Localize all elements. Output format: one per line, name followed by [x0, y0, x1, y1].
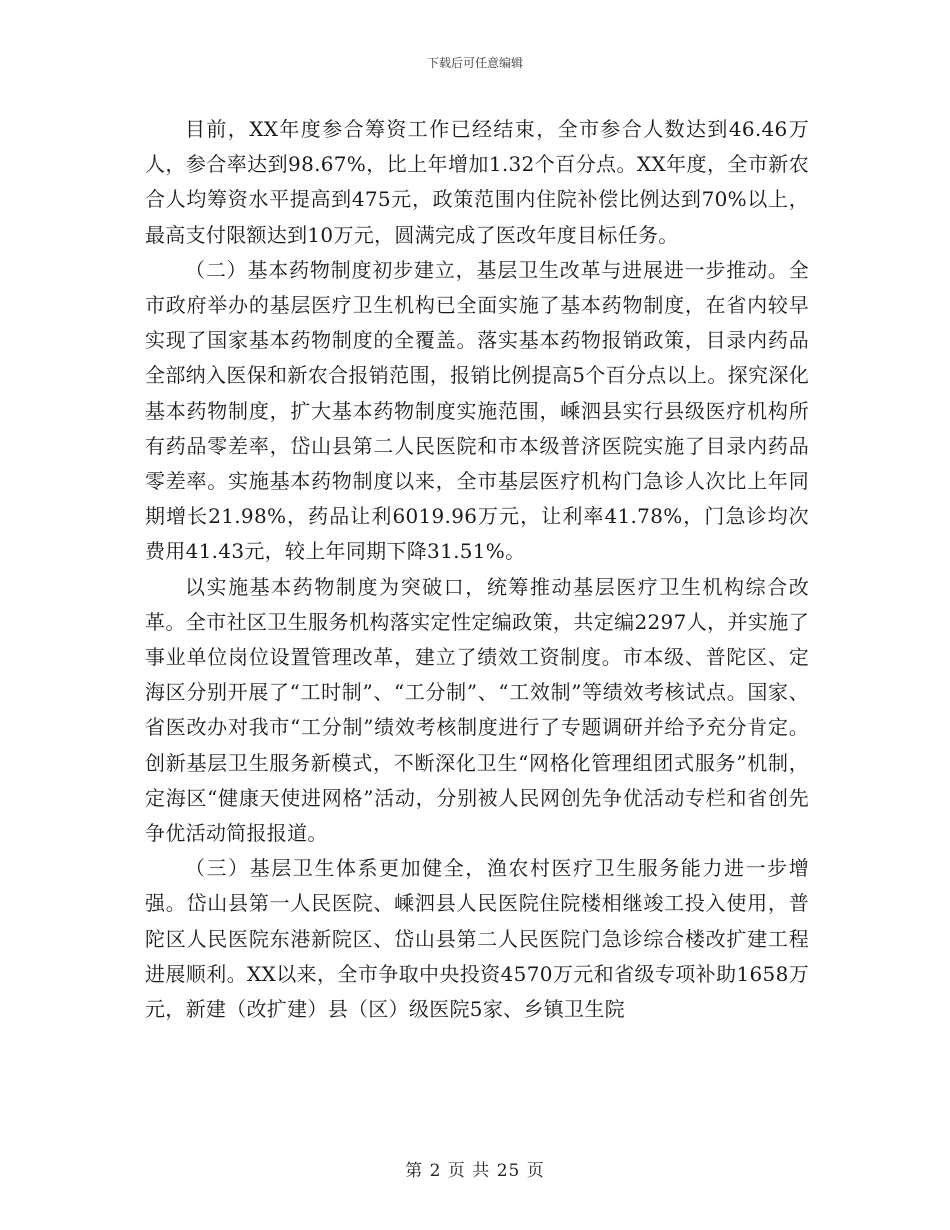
paragraph-3: 以实施基本药物制度为突破口，统筹推动基层医疗卫生机构综合改革。全市社区卫生服务机构落实定性定编政策，共定编2297人，并实施了事业单位岗位设置管理改革，建立了绩效工资制度。市本级、普陀区、定海区分别开展了“工时制”、“工分制”、“工效制”等绩效考核试点。国家、省医改办对我市“工分制”绩效考核制度进行了专题调研并给予充分肯定。创新基层卫生服务新模式，不断深化卫生“网格化管理组团式服务”机制，定海区“健康天使进网格”活动，分别被人民网创先争优活动专栏和省创先争优活动简报报道。 [145, 574, 809, 846]
paragraph-2: （二）基本药物制度初步建立，基层卫生改革与进展进一步推动。全市政府举办的基层医疗卫生机构已全面实施了基本药物制度，在省内较早实现了国家基本药物制度的全覆盖。落实基本药物报销政策，目录内药品全部纳入医保和新农合报销范围，报销比例提高5个百分点以上。探究深化基本药物制度，扩大基本药物制度实施范围，嵊泗县实行县级医疗机构所有药品零差率，岱山县第二人民医院和市本级普济医院实施了目录内药品零差率。实施基本药物制度以来，全市基层医疗机构门急诊人次比上年同期增长21.98%，药品让利6019.96万元，让利率41.78%，门急诊均次费用41.43元，较上年同期下降31.51%。 [145, 257, 809, 564]
paragraph-1: 目前，XX年度参合筹资工作已经结束，全市参合人数达到46.46万人，参合率达到98.67%，比上年增加1.32个百分点。XX年度，全市新农合人均筹资水平提高到475元，政策范围内住院补偿比例达到70%以上，最高支付限额达到10万元，圆满完成了医改年度目标任务。 [145, 117, 809, 247]
page-header-note: 下载后可任意编辑 [426, 56, 523, 70]
page-number: 第 2 页 共 25 页 [405, 1161, 545, 1181]
document-body [145, 112, 809, 1027]
paragraph-4: （三）基层卫生体系更加健全，渔农村医疗卫生服务能力进一步增强。岱山县第一人民医院、嵊泗县人民医院住院楼相继竣工投入使用，普陀区人民医院东港新院区、岱山县第二人民医院门急诊综合楼改扩建工程进展顺利。XX以来，全市争取中央投资4570万元和省级专项补助1658万元，新建（改扩建）县（区）级医院5家、乡镇卫生院 [145, 856, 809, 1022]
